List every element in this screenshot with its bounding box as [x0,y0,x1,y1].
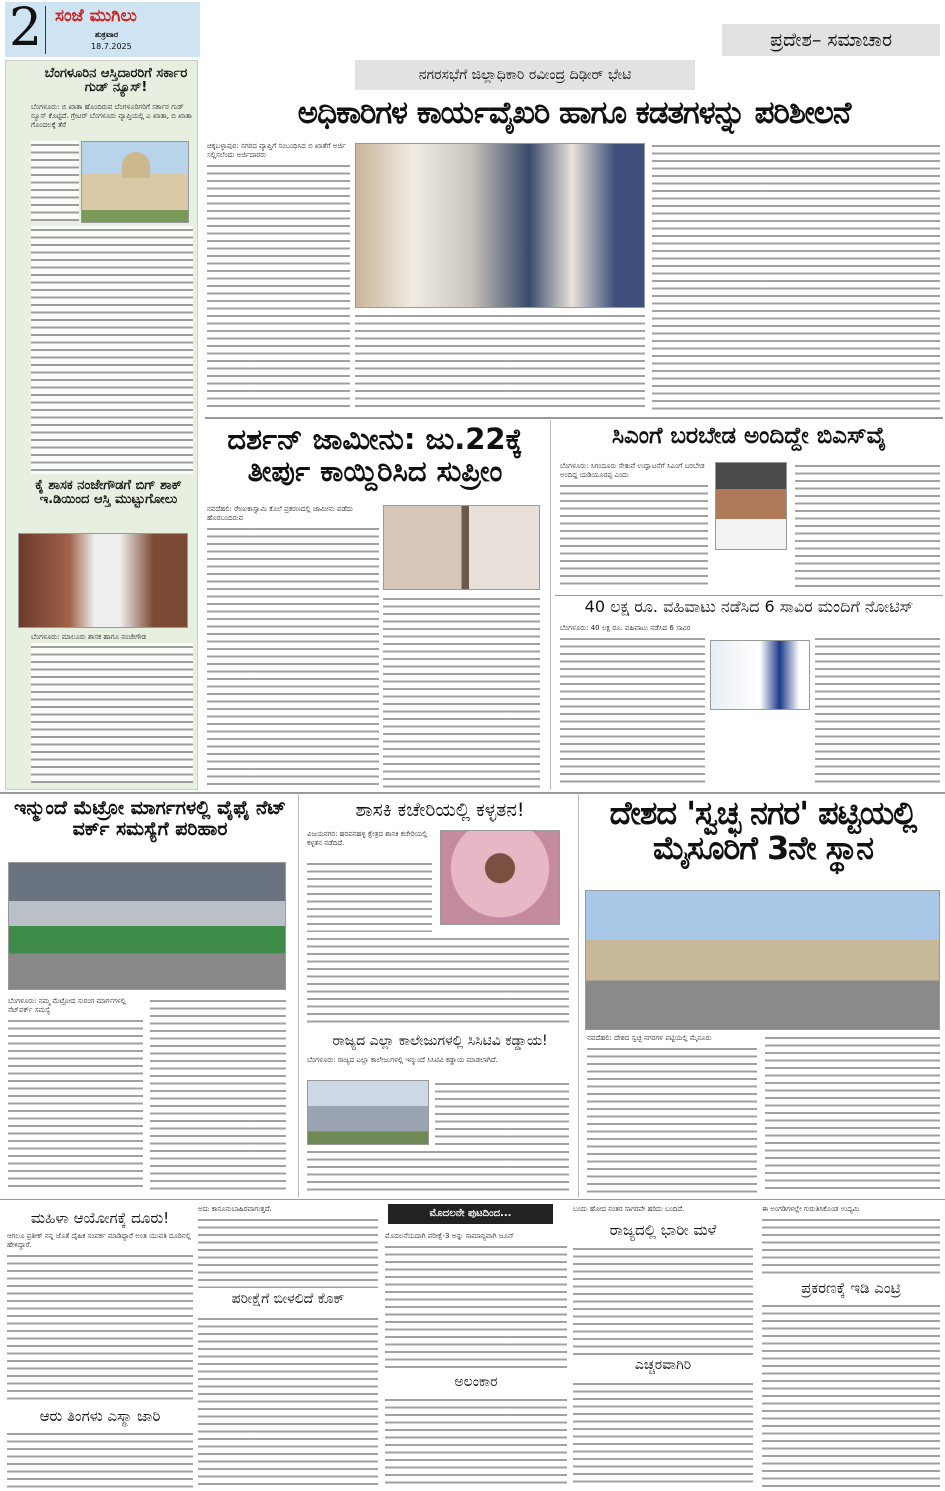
day: ಶುಕ್ರವಾರ [95,30,119,39]
ed-headline: ಪ್ರಕರಣಕ್ಕೆ ಇಡಿ ಎಂಟ್ರಿ [801,1279,901,1297]
metro-headline: ಇನ್ಮುಂದೆ ಮೆಟ್ರೋ ಮಾರ್ಗಗಳಲ್ಲಿ ವೈಫೈ ನೆಟ್ ವರ್ಕ್ ಸಮಸ್ಯೆಗೆ ಪರಿಹಾರ [14,797,286,840]
vidhana-soudha-photo [81,141,189,223]
rain-lead: ಬಂದು ಹೋದ ನಂತರ ಸಾಗರವೇ ಹರಿದು ಬಂದಿದೆ. [573,1205,685,1213]
notice-headline: 40 ಲಕ್ಷ ರೂ. ವಹಿವಾಟು ನಡೆಸಿದ 6 ಸಾವಿರ ಮಂದಿಗೆ ನೋಟಿಸ್ [584,597,914,616]
women-commission-headline: ಮಹಿಳಾ ಆಯೋಗಕ್ಕೆ ದೂರು! [30,1209,170,1227]
theft-headline: ಶಾಸಕಿ ಕಚೇರಿಯಲ್ಲಿ ಕಳ್ಳತನ! [355,799,525,821]
rain-headline: ರಾಜ್ಯದಲ್ಲಿ ಭಾರೀ ಮಳೆ [609,1221,717,1239]
lead-story-lead: ಚಿಕ್ಕಬಳ್ಳಾಪುರ: ನಗರದ ವ್ಯಾಪ್ತಿಗೆ ಸಂಬಂಧಿಸಿದ ಬಿ ಖಾತೆಗೆ ಅರ್ಜಿ ಸಲ್ಲಿಸಲೆಂದು ಅರ್ಜಿದಾರರು [207,142,346,159]
darshan-lead: ನವದೆಹಲಿ: ರೇಣುಕಾಸ್ವಾಮಿ ಕೊಲೆ ಪ್ರಕರಣದಲ್ಲಿ ಜಾಮೀನು ಪಡೆದು ಹೊರಬಂದಿರುವ [207,505,354,522]
collector-inspection-photo [355,143,645,308]
ed-lead: ಈ ಅಂಗಡಿಗಳಲ್ಲೇ ಗುರುತಿಸಿಕೊಂಡ ಉದ್ಯಮಿ [762,1205,860,1213]
sidebar-headline-2: ಕೈ ಶಾಸಕ ನಂಜೇಗೌಡಗೆ ಬಿಗ್ ಶಾಕ್ ಇ.ಡಿಯಿಂದ ಆಸ್ತಿ ಮುಟ್ಟುಗೋಲು [35,478,182,508]
mysuru-city-photo [585,890,940,1030]
supreme-court-darshan-photo [383,505,540,590]
sidebar [5,60,198,790]
darshan-headline: ದರ್ಶನ್ ಜಾಮೀನು: ಜು.22ಕ್ಕೆ ತೀರ್ಪು ಕಾಯ್ದಿರಿಸಿದ ಸುಪ್ರೀಂ [227,422,523,488]
esma-headline: ಆರು ತಿಂಗಳು ಎಸ್ಮಾ ಜಾರಿ [39,1407,161,1425]
college-building-photo [307,1080,429,1145]
cm-headline: ಸಿಎಂಗೆ ಬರಬೇಡ ಅಂದಿದ್ದೇ ಬಿಎಸ್‌ವೈ [611,423,887,449]
politician-photo [715,462,787,550]
metro-lead: ಬೆಂಗಳೂರು: ನಮ್ಮ ಮೆಟ್ರೋದ ಸುರಂಗ ಮಾರ್ಗಗಳಲ್ಲಿ ನೆಟ್‌ವರ್ಕ್ ಸಮಸ್ಯೆ [8,997,126,1014]
sidebar-lead-1: ಬೆಂಗಳೂರು: ಬಿ ಖಾತಾ ಹೊಂದಿರುವ ಬೆಂಗಳೂರಿಗರಿಗೆ ಸರ್ಕಾರ ಗುಡ್ ನ್ಯೂಸ್ ಕೊಟ್ಟಿದೆ. ಗ್ರೇಟರ್ ಬೆಂಗಳೂರು ವ್ಯಾಪ್ತಿಯಲ್ಲಿ ಎ ಖಾತಾ, ಬಿ ಖಾತಾ ಗೊಂದಲಕ್ಕೆ ತೆರೆ [31,103,192,129]
sidebar-lead-2: ಬೆಂಗಳೂರು: ಮಾಲೂರು ಶಾಸಕ ಹಾಗೂ ನಂಜೇಗೌಡ [31,633,147,641]
lead-story-kicker: ನಗರಸಭೆಗೆ ಜಿಲ್ಲಾಧಿಕಾರಿ ರವೀಂದ್ರ ದಿಢೀರ್ ಭೇಟಿ [355,60,695,90]
newspaper-logo: ಸಂಜೆ ಮುಗಿಲು [55,6,137,26]
cctv-lead: ಬೆಂಗಳೂರು: ರಾಜ್ಯದ ಎಲ್ಲಾ ಕಾಲೇಜುಗಳಲ್ಲಿ ಇನ್ಮುಂದೆ ಸಿಸಿಟಿವಿ ಕಡ್ಡಾಯ ಮಾಡಲಾಗಿದೆ. [307,1056,498,1064]
nanjegowda-photo [18,533,188,628]
exam-headline: ಪರೀಕ್ಷೆಗೆ ಬೀಳಲಿದೆ ಕೊಕ್ [231,1291,345,1307]
mla-photo [440,830,560,925]
section-label: ಪ್ರದೇಶ– ಸಮಾಚಾರ [722,24,940,56]
mysuru-headline: ದೇಶದ 'ಸ್ವಚ್ಛ ನಗರ' ಪಟ್ಟಿಯಲ್ಲಿ ಮೈಸೂರಿಗೆ 3ನೇ ಸ್ಥಾನ [609,794,917,868]
exam-lead: ಅದು ಕಾನೂನುಬಾಹಿರವಾಗುತ್ತದೆ. [198,1205,272,1213]
masthead [5,2,200,57]
continued-label: ಮೊದಲನೇ ಪುಟದಿಂದ... [388,1204,553,1224]
cm-lead: ಬೆಂಗಳೂರು: ಸಿಗಂದೂರು ಸೇತುವೆ ಉದ್ಘಾಟನೆಗೆ ಸಿಎಂಗೆ ಬರಬೇಡ ಅಂದಿದ್ದ ಯಡಿಯೂರಪ್ಪ ಎಂದು [560,462,705,479]
notice-lead: ಬೆಂಗಳೂರು: 40 ಲಕ್ಷ ರೂ. ವಹಿವಾಟು ನಡೆಸಿದ 6 ಸಾವಿರ [560,624,691,632]
date: 18.7.2025 [91,42,132,51]
cctv-headline: ರಾಜ್ಯದ ಎಲ್ಲಾ ಕಾಲೇಜುಗಳಲ್ಲಿ ಸಿಸಿಟಿವಿ ಕಡ್ಡಾಯ! [332,1033,548,1049]
alert-headline: ಎಚ್ಚರವಾಗಿರಿ [634,1357,692,1373]
metro-train-photo [8,862,286,990]
mysuru-lead: ನವದೆಹಲಿ: ದೇಶದ ಸ್ವಚ್ಛ ನಗರಗಳ ಪಟ್ಟಿಯಲ್ಲಿ ಮೈಸೂರು [587,1034,712,1042]
upi-apps-photo [710,640,810,710]
women-commission-lead: ಆಗಲೂ ಪ್ರತೀಕ್ ನನ್ನ ಜೊತೆ ದೈಹಿಕ ಸಂಪರ್ಕ ಮಾಡಿದ್ದಾರೆ ಅಂತ ಯುವತಿ ದೂರಿನಲ್ಲಿ ಹೇಳಿದ್ದಾರೆ. [7,1232,191,1249]
page-number: 2 [9,0,43,58]
theft-lead: ವಿಜಯನಗರ: ಹರಪನಹಳ್ಳಿ ಕ್ಷೇತ್ರದ ಶಾಸಕಿ ಕಚೇರಿಯಲ್ಲಿ ಕಳ್ಳತನ ನಡೆದಿದೆ. [307,830,428,847]
sidebar-headline-1: ಬೆಂಗಳೂರಿನ ಆಸ್ತಿದಾರರಿಗೆ ಸರ್ಕಾರ ಗುಡ್ ನ್ಯೂಸ್! [44,66,188,96]
continued-lead: ಮೊದಲನೆಯದಾಗಿ ಪರೀಕ್ಷೆ-3 ಅನ್ನು ಸಾಮಾನ್ಯವಾಗಿ ಜೂನ್ [385,1232,515,1240]
lead-story-headline: ಅಧಿಕಾರಿಗಳ ಕಾರ್ಯವೈಖರಿ ಹಾಗೂ ಕಡತಗಳನ್ನು ಪರಿಶೀಲನೆ [297,95,851,131]
alankara-headline: ಅಲಂಕಾರ [454,1374,498,1390]
